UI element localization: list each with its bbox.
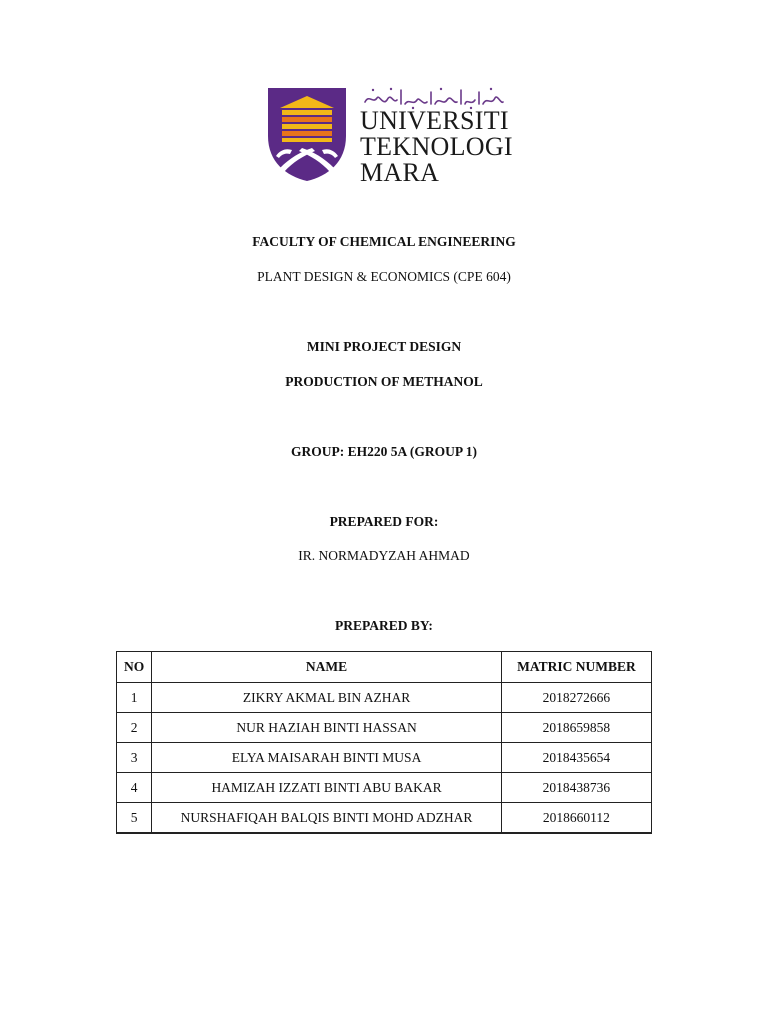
row-matric: 2018660112	[501, 803, 651, 834]
header-matric: MATRIC NUMBER	[501, 652, 651, 683]
header-name: NAME	[152, 652, 502, 683]
university-logo	[266, 84, 513, 187]
members-table	[116, 651, 652, 834]
supervisor-name: IR. NORMADYZAH AHMAD	[298, 548, 470, 563]
faculty-title: FACULTY OF CHEMICAL ENGINEERING	[252, 234, 516, 249]
wordmark-line-2: TEKNOLOGI	[360, 132, 513, 161]
wordmark-line-1: UNIVERSITI	[360, 106, 509, 135]
row-matric: 2018435654	[501, 743, 651, 773]
table-row	[117, 683, 652, 713]
row-name: ZIKRY AKMAL BIN AZHAR	[152, 683, 502, 713]
table-row	[117, 713, 652, 743]
row-name: ELYA MAISARAH BINTI MUSA	[152, 743, 502, 773]
row-no: 2	[117, 713, 152, 743]
row-name: HAMIZAH IZZATI BINTI ABU BAKAR	[152, 773, 502, 803]
row-no: 3	[117, 743, 152, 773]
project-type: MINI PROJECT DESIGN	[306, 339, 462, 354]
prepared-for-label: PREPARED FOR:	[329, 514, 439, 529]
table-row	[117, 743, 652, 773]
row-name: NUR HAZIAH BINTI HASSAN	[152, 713, 502, 743]
course-title: PLANT DESIGN & ECONOMICS (CPE 604)	[257, 269, 511, 284]
table-row	[117, 773, 652, 803]
row-no: 5	[117, 803, 152, 834]
row-no: 1	[117, 683, 152, 713]
wordmark-line-3: MARA	[360, 158, 440, 187]
university-wordmark	[360, 108, 513, 186]
row-name: NURSHAFIQAH BALQIS BINTI MOHD ADZHAR	[152, 803, 502, 834]
project-title: PRODUCTION OF METHANOL	[285, 374, 483, 389]
table-row	[117, 803, 652, 834]
university-crest-icon	[266, 86, 348, 182]
row-matric: 2018438736	[501, 773, 651, 803]
header-no: NO	[117, 652, 152, 683]
group-label: GROUP: EH220 5A (GROUP 1)	[291, 444, 477, 459]
table-header-row	[117, 652, 652, 683]
row-matric: 2018659858	[501, 713, 651, 743]
row-matric: 2018272666	[501, 683, 651, 713]
prepared-by-label: PREPARED BY:	[335, 618, 433, 633]
row-no: 4	[117, 773, 152, 803]
